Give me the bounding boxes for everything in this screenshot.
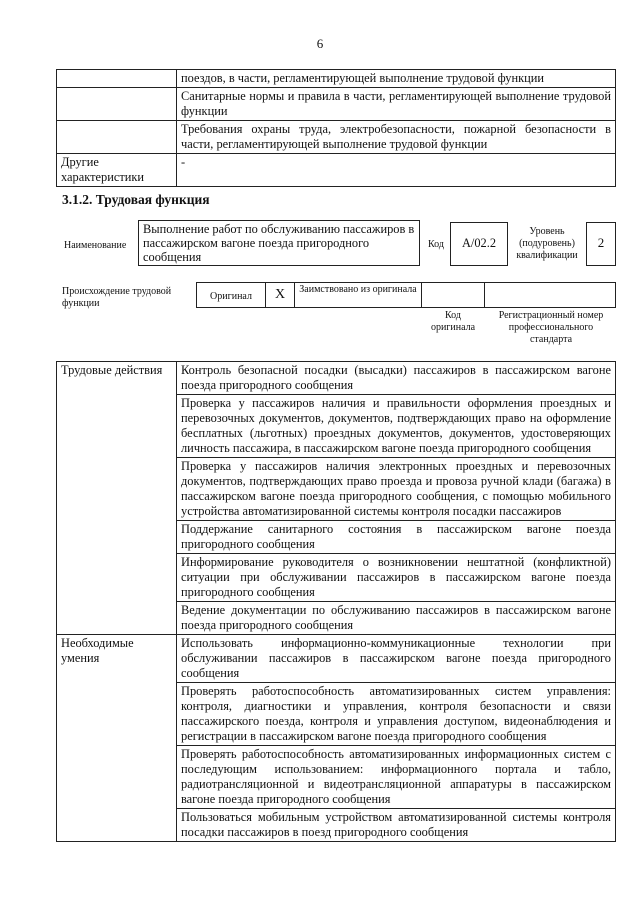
level-value: 2: [597, 235, 605, 250]
skill-item: Проверять работоспособность автоматизированных систем управления: контроля, диагностики и управления, контроля безопасности и связи пассажирского поезда, контроля и управления доступом, видеонаблюдения и регистрации в пассажирском вагоне поезда пригородного сообщения: [177, 683, 616, 746]
action-item: Контроль безопасной посадки (высадки) пассажиров в пассажирском вагоне поезда пригородного сообщения: [177, 362, 616, 395]
code-value: A/02.2: [461, 236, 497, 250]
action-item: Поддержание санитарного состояния в пассажирском вагоне поезда пригородного сообщения: [177, 521, 616, 554]
table-cell-left: [57, 70, 177, 88]
origin-label: Происхождение трудовой функции: [62, 286, 172, 309]
skills-label: Необходимые умения: [57, 635, 177, 842]
actions-label: Трудовые действия: [57, 362, 177, 635]
table-row: [57, 362, 616, 395]
table-row: [57, 70, 616, 88]
table-cell-right: Требования охраны труда, электробезопасности, пожарной безопасности в части, регламентирующей выполнение трудовой функции: [177, 121, 616, 154]
name-value-box: [138, 220, 420, 266]
original-mark: X: [274, 287, 286, 302]
section-title: 3.1.2. Трудовая функция: [62, 192, 210, 207]
code-label: Код: [428, 239, 444, 250]
code-value-box: [450, 222, 508, 266]
table-cell-right: поездов, в части, регламентирующей выполнение трудовой функции: [177, 70, 616, 88]
action-item: Ведение документации по обслуживанию пассажиров в пассажирском вагоне поезда пригородного сообщения: [177, 602, 616, 635]
table-cell-right: -: [177, 154, 616, 187]
table-cell-left: [57, 88, 177, 121]
level-value-box: [586, 222, 616, 266]
original-box: [196, 282, 266, 308]
table-row: [57, 635, 616, 683]
original-mark-box: [265, 282, 295, 308]
reg-number-box: [484, 282, 616, 308]
skill-item: Проверять работоспособность автоматизированных информационных систем с последующим использованием: информационного портала и табло, радиотрансляционной и видеотрансляционной аппаратуры в пассажирском вагоне поезда пригородного сообщения: [177, 746, 616, 809]
borrowed-box: [294, 282, 422, 308]
name-value: Выполнение работ по обслуживанию пассажиров в пассажирском вагоне поезда пригородного сообщения: [143, 222, 415, 264]
reg-number-caption: Регистрационный номер профессионального стандарта: [498, 310, 604, 345]
code-original-box: [421, 282, 485, 308]
page-number: 6: [316, 36, 324, 51]
code-original-caption: Код оригинала: [430, 310, 476, 333]
action-item: Проверка у пассажиров наличия и правильности оформления проездных и перевозочных документов, документов, подтверждающих право на оформление бесплатных (льготных) проездных документов, документов, удостоверяющих личность пассажира, в пассажирском вагоне поезда пригородного сообщения: [177, 395, 616, 458]
action-item: Информирование руководителя о возникновении нештатной (конфликтной) ситуации при обслуживании пассажиров в пассажирском вагоне поезда пригородного сообщения: [177, 554, 616, 602]
top-table: [56, 69, 616, 187]
level-label: Уровень (подуровень) квалификации: [516, 226, 578, 261]
table-row: [57, 121, 616, 154]
skill-item: Пользоваться мобильным устройством автоматизированной системы контроля посадки пассажиров в поезд пригородного сообщения: [177, 809, 616, 842]
table-cell-left: Другие характеристики: [57, 154, 177, 187]
name-label: Наименование: [64, 240, 127, 251]
table-cell-left: [57, 121, 177, 154]
original-label: Оригинал: [210, 291, 252, 302]
main-table: [56, 361, 616, 842]
table-row: [57, 154, 616, 187]
action-item: Проверка у пассажиров наличия электронных проездных и перевозочных документов, подтверждающих право проезда и провоза ручной клади (багажа) в пассажирском вагоне поезда пригородного сообщения, с помощью мобильного устройства автоматизированной системы контроля посадки пассажиров: [177, 458, 616, 521]
skill-item: Использовать информационно-коммуникационные технологии при обслуживании пассажиров в пассажирском вагоне поезда пригородного сообщения: [177, 635, 616, 683]
table-cell-right: Санитарные нормы и правила в части, регламентирующей выполнение трудовой функции: [177, 88, 616, 121]
table-row: [57, 88, 616, 121]
borrowed-label: Заимствовано из оригинала: [299, 284, 417, 295]
